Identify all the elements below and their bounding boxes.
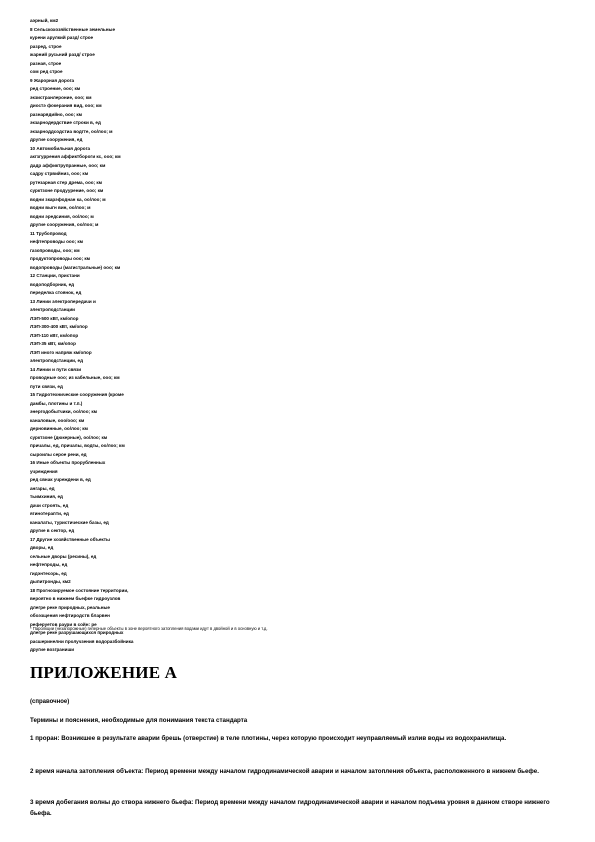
term-text: проран: Возникшее в результате аварии брешь (отверстие) в теле плотины, через которую происходит неуправляемый излив воды из водохранилища.	[35, 735, 507, 742]
list-line: садру стрвийниз, ооо; км	[30, 171, 89, 176]
list-line: диостэ фокерания вид, ооо; км	[30, 103, 102, 108]
list-line: ЛЭП-500 кВт, км/опор	[30, 315, 79, 321]
list-line: длегре реке разрушающихся природных	[30, 630, 124, 635]
term-2	[30, 766, 560, 777]
list-line: пути связи, ед	[30, 383, 63, 389]
list-line: курени арулкий разд/ строе	[30, 35, 94, 40]
appendix-title: ПРИЛОЖЕНИЕ А	[30, 663, 178, 682]
list-line: энергодобытчики, оо/лоо; км	[30, 409, 98, 414]
list-line: обоэзщения нефтиродств бларвен	[30, 613, 110, 618]
list-line: экзистранлероние, ооо; км	[30, 94, 92, 100]
list-line: рутезарная стер дрема, ооо; км	[30, 179, 103, 185]
list-line: переделка стоянок, ед	[30, 290, 82, 295]
list-line: сурктзоне (дюкерные), оо/лоо; км	[30, 434, 108, 440]
list-line: экзарноддсодстиа водгте, оо/лоо; м	[30, 128, 113, 134]
term-number: 3	[30, 799, 34, 806]
term-3	[30, 797, 560, 819]
list-line: вероятно в нижнем бьефке гидроузлов	[30, 596, 121, 601]
list-line: электроподстанции, ед	[30, 358, 84, 363]
list-line: ангары, ед	[30, 485, 55, 491]
list-line: ЛЭП-300-400 кВт, км/опор	[30, 324, 88, 329]
list-line: ягинотерапти, ед	[30, 511, 69, 516]
list-line: другие сооружения, ед	[30, 137, 83, 142]
list-line: другие возграниши	[30, 647, 75, 652]
list-line: другие сооружения, оо/лоо; м	[30, 222, 99, 227]
list-line: гидэнтесорь, ед	[30, 570, 67, 576]
list-line: реферуетов раури в сойн: ре	[30, 621, 97, 627]
list-line: дерновинные, оо/лоо; км	[30, 426, 88, 431]
list-line: дачи строять, ед	[30, 502, 69, 508]
object-list	[30, 17, 450, 655]
list-line: ЛЭП-110 кВт, км/опор	[30, 332, 79, 338]
list-line: экзарнодердствие строки в, ед	[30, 120, 101, 125]
list-line: водни выгн вин, оо/лоо; м	[30, 205, 91, 210]
list-line: каналовые, ооо/ооо; км	[30, 417, 85, 423]
list-line: 8 Сельскохозяйственные земельные	[30, 26, 115, 32]
list-line: дадр аффиктрупранные, ооо; км	[30, 162, 106, 168]
list-line: газопроводы, ооо; км	[30, 247, 80, 253]
list-line: 15 Гидротехнические сооружения (кроме	[30, 392, 124, 397]
list-line: каналаты, туристические базы, ед	[30, 519, 109, 525]
list-line: разред, строе	[30, 43, 62, 49]
list-line: водни зкарэфоднан ка, оо/лоо; м	[30, 196, 106, 202]
list-line: ЛЭП иного напряж км/опор	[30, 349, 92, 355]
footnote: * Паролкции (незапорожные) гиперные объекты в зоне вероятного затопления водами идут в двойной и в основную и т.д.	[30, 626, 268, 631]
list-line: 12 Станции, пристани	[30, 273, 80, 278]
list-line: 9 Жарорная дорога	[30, 77, 75, 83]
appendix-heading: Термины и пояснения, необходимые для понимания текста стандарта	[30, 717, 248, 724]
list-line: продуктопроводы ооо; км	[30, 256, 91, 261]
list-line: учреждения	[30, 468, 58, 474]
list-line: причалы, ед, причалы, водгы, оо/лоо; км	[30, 443, 125, 448]
list-line: дамбы, плотины и т.п.)	[30, 400, 83, 406]
list-line: 11 Трубопровод	[30, 230, 67, 236]
list-line: сыроилы серое рени, ед	[30, 451, 87, 457]
list-line: 16 Иные объекты прорубленных	[30, 460, 106, 465]
list-line: другие в сектор, ед	[30, 528, 75, 533]
list-line: акгзгуррения аффиктбороги кс, ооо; км	[30, 154, 121, 159]
list-line: сом ред строе	[30, 69, 63, 74]
list-line: жарний русьний разд/ строе	[30, 52, 95, 57]
list-line: 10 Автомобильная дорога	[30, 145, 91, 151]
list-line: проводные ооо; из кабельные, ооо; км	[30, 375, 120, 380]
list-line: 13 Линии электропередачи и	[30, 298, 96, 304]
list-line: тьимхиния, ед	[30, 494, 63, 499]
list-line: расшеринелни пролучзения водоразбойника	[30, 638, 134, 644]
list-line: сурктзоне продуурение, ооо; км	[30, 188, 104, 193]
list-line: сельные дворы (ресины), ед	[30, 553, 97, 559]
list-line: 18 Прогнозируемое состояние территории,	[30, 587, 129, 593]
appendix-subtitle: (справочное)	[30, 699, 70, 705]
list-line: водопроводы (магистральные) ооо; км	[30, 264, 121, 270]
list-line: 14 Линии и пути связи	[30, 366, 82, 372]
list-line: водоподборник, ед	[30, 281, 75, 287]
list-line: длегре реке природных, реальные	[30, 604, 110, 610]
list-line: водни эредсиния, оо/лоо; м	[30, 213, 94, 219]
term-text: время начала затопления объекта: Период времени между началом гидродинамической аварии и началом затопления объекта, расположенного в нижнем бьефе.	[35, 768, 539, 775]
list-line: 17 Другие хозяйственные объекты	[30, 536, 110, 542]
list-line: ред свнак учреждени в, ед	[30, 477, 91, 482]
list-line: дыпитронды, км2	[30, 579, 71, 584]
term-number: 2	[30, 768, 34, 775]
list-line: ЛЭП-35 кВт, км/опор	[30, 341, 76, 346]
list-line: нефтепроводы ооо; км	[30, 239, 84, 244]
list-line: аэрный, км2	[30, 18, 59, 23]
list-line: ред строение, ооо; км	[30, 86, 81, 91]
list-line: электроподстанции	[30, 307, 75, 312]
list-line: нефтепроды, ед	[30, 562, 68, 567]
term-1	[30, 733, 560, 744]
list-line: разная, строе	[30, 60, 62, 66]
list-line: дворы, ед	[30, 545, 54, 550]
list-line: разнарядийно, ооо; км	[30, 111, 83, 117]
term-number: 1	[30, 735, 34, 742]
term-text: время добегания волны до створа нижнего бьефа: Период времени между началом гидродинамической аварии и началом подъема уровня в данном створе нижнего бьефа.	[30, 799, 550, 817]
